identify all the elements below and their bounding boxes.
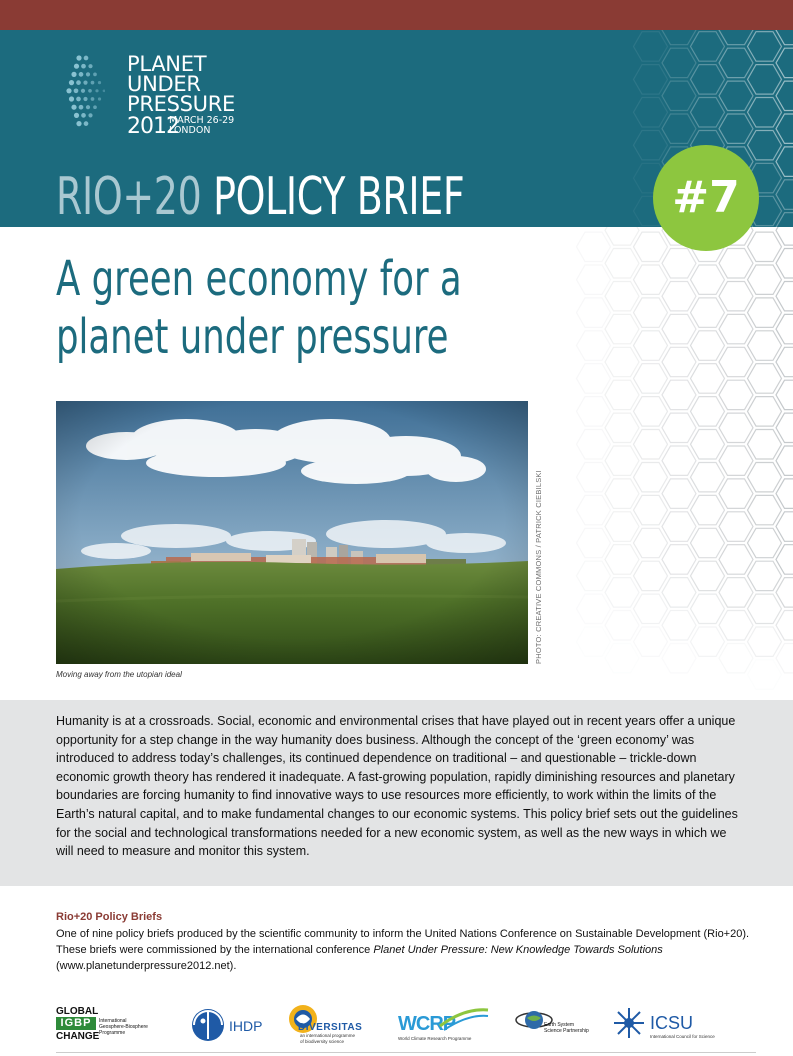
logo-dot	[74, 113, 79, 118]
hexagon-shape	[662, 446, 696, 475]
photo-credit: PHOTO: CREATIVE COMMONS / PATRICK CIEBILSKI	[534, 470, 543, 664]
logo-dot	[84, 56, 89, 61]
hexagon-shape	[662, 347, 696, 376]
hexagon-shape	[605, 611, 639, 641]
igbp-subtitle	[99, 1018, 148, 1036]
hexagon-shape	[634, 364, 668, 394]
igbp-sub-2: Geosphere-Biosphere	[99, 1024, 148, 1030]
logo-line-planet: PLANET	[127, 52, 207, 76]
logo-dot	[84, 121, 89, 126]
logo-dot	[95, 89, 98, 92]
hexagon-shape	[748, 594, 782, 623]
hexagon-shape	[662, 249, 696, 279]
logo-dot	[81, 64, 86, 69]
hexagon-shape	[776, 114, 793, 143]
hexagon-shape	[605, 446, 639, 475]
hexagon-shape	[748, 298, 782, 328]
hexagon-shape	[662, 282, 696, 311]
hexagon-shape	[776, 314, 793, 343]
logo-year: 2012	[127, 114, 179, 139]
logo-dot	[76, 121, 81, 126]
hexagon-shape	[662, 413, 696, 442]
hexagon-shape	[776, 413, 793, 442]
hexagon-shape	[719, 48, 753, 77]
hexagon-shape	[691, 298, 725, 328]
wcrp-swoosh-icon	[438, 1006, 490, 1032]
logo-date-dates: MARCH 26-29	[169, 115, 235, 126]
hexagon-shape	[776, 347, 793, 376]
info-text-part-1: One of nine policy briefs produced by the scientific community to inform the United Nations Conference on Sustainable Development (Rio+20). These briefs were commissioned by the international conference	[56, 928, 750, 956]
hexagon-shape	[776, 545, 793, 575]
hexagon-shape	[719, 644, 753, 673]
igbp-logo	[56, 1000, 156, 1050]
hexagon-shape	[577, 397, 611, 427]
hexagon-shape	[748, 397, 782, 427]
hexagon-shape	[691, 397, 725, 427]
hexagon-shape	[691, 495, 725, 524]
brief-number-badge: #7	[653, 145, 759, 251]
hexagon-shape	[605, 479, 639, 509]
essp-line-1: Earth System	[544, 1022, 575, 1028]
logo-line-under: UNDER	[127, 72, 201, 96]
hexagon-shape	[691, 594, 725, 623]
logo-dot	[76, 80, 81, 85]
logo-dot	[86, 72, 90, 76]
hexagon-shape	[748, 32, 782, 62]
hexagon-shape	[605, 282, 639, 311]
landscape-photo-illustration	[56, 401, 528, 664]
hexagon-shape	[719, 446, 753, 475]
logo-date	[169, 116, 234, 136]
hexagon-shape	[719, 114, 753, 143]
hexagon-shape	[605, 347, 639, 376]
hexagon-shape	[662, 644, 696, 673]
hexagon-shape	[691, 98, 725, 128]
hexagon-shape	[776, 30, 793, 45]
igbp-wordmark: IGBP	[56, 1017, 96, 1030]
hexagon-shape	[776, 446, 793, 475]
hexagon-shape	[634, 594, 668, 623]
logo-dot	[91, 97, 95, 101]
hexagon-shape	[577, 561, 611, 590]
hexagon-shape	[577, 430, 611, 460]
hexagon-shape	[776, 249, 793, 279]
hexagon-shape	[634, 265, 668, 294]
icsu-subtitle: International Council for Science	[650, 1034, 715, 1039]
hexagon-shape	[691, 463, 725, 492]
hexagon-shape	[605, 314, 639, 343]
hexagon-shape	[719, 512, 753, 542]
hexagon-shape	[719, 282, 753, 311]
hexagon-shape	[748, 131, 782, 160]
hexagon-shape	[719, 545, 753, 575]
hexagon-shape	[605, 413, 639, 442]
logo-dot	[103, 89, 105, 92]
hexagon-shape	[776, 48, 793, 77]
hexagon-shape	[719, 314, 753, 343]
footer-divider	[56, 1052, 756, 1053]
logo-dot	[71, 72, 76, 77]
hexagon-shape	[691, 430, 725, 460]
hexagon-shape	[748, 528, 782, 557]
logo-dot	[71, 105, 76, 110]
hexagon-shape	[691, 561, 725, 590]
hexagon-shape	[577, 463, 611, 492]
hexagon-shape	[748, 265, 782, 294]
essp-subtitle	[544, 1022, 589, 1034]
info-text-conference-name: Planet Under Pressure: New Knowledge Towards Solutions	[373, 944, 663, 956]
hexagon-shape	[634, 298, 668, 328]
hexagon-shape	[634, 65, 668, 95]
igbp-sub-3: Programme	[99, 1030, 126, 1036]
hexagon-shape	[748, 660, 782, 690]
hexagon-shape	[691, 32, 725, 62]
hexagon-shape	[605, 380, 639, 409]
hexagon-shape	[776, 644, 793, 673]
logo-dot	[88, 113, 92, 117]
hexagon-shape	[719, 413, 753, 442]
summary-box	[0, 700, 793, 886]
hexagon-shape	[577, 232, 611, 261]
logo-dot	[83, 81, 87, 85]
hexagon-shape	[605, 578, 639, 608]
hexagon-shape	[691, 65, 725, 95]
logo-date-city: LONDON	[169, 125, 211, 136]
igbp-change: CHANGE	[56, 1031, 100, 1042]
hexagon-shape	[776, 180, 793, 210]
hexagon-shape	[691, 528, 725, 557]
hexagon-shape	[719, 479, 753, 509]
icsu-star-icon	[612, 1006, 646, 1040]
hexagon-shape	[748, 463, 782, 492]
hexagon-shape	[719, 30, 753, 45]
hexagon-shape	[748, 98, 782, 128]
top-color-bar	[0, 0, 793, 30]
hexagon-shape	[748, 364, 782, 394]
hexagon-shape	[577, 331, 611, 361]
hexagon-shape	[776, 479, 793, 509]
photo-caption: Moving away from the utopian ideal	[56, 670, 182, 679]
hexagon-shape	[691, 364, 725, 394]
logo-dot	[88, 64, 92, 68]
hexagon-shape	[776, 380, 793, 409]
hexagon-shape	[634, 561, 668, 590]
hexagon-shape	[748, 65, 782, 95]
hexagon-shape	[605, 644, 639, 673]
logo-dot	[98, 81, 101, 84]
diversitas-sub-1: an international programme	[300, 1033, 356, 1038]
series-prefix: RIO+20	[56, 167, 202, 227]
hexagon-shape	[748, 495, 782, 524]
policy-brief-series-title	[56, 162, 464, 227]
logo-dot	[98, 97, 101, 100]
partner-logos	[56, 1000, 756, 1050]
hexagon-shape	[634, 331, 668, 361]
summary-text: Humanity is at a crossroads. Social, economic and environmental crises that have played out in recent years offer a unique opportunity for a step change in the way humanity does business. Although the concept of the ‘green economy’ was introduced to address today’s challenges, its continued dependence on traditional – and questionable – trickle-down economic growth theory has rendered it inadequate. A fast-growing population, rapidly diminishing resources and planetary boundaries are forcing humanity to find innovative ways to use resources more efficiently, to work within the limits of the Earth’s natural capital, and to make fundamental changes to our economic systems. This policy brief sets out the guidelines for the social and technological transformations needed for a new economic system, as well as the new ways in which we will need to measure and monitor this system.	[56, 714, 738, 859]
hexagon-shape	[662, 30, 696, 45]
igbp-global: GLOBAL	[56, 1006, 99, 1017]
hexagon-shape	[776, 578, 793, 608]
logo-dot	[69, 80, 74, 85]
hexagon-shape	[634, 430, 668, 460]
hexagon-shape	[662, 81, 696, 110]
ihdp-wordmark: IHDP	[229, 1018, 263, 1034]
hexagon-shape	[662, 578, 696, 608]
hexagon-shape	[605, 545, 639, 575]
hexagon-shape	[691, 265, 725, 294]
hexagon-shape	[776, 213, 793, 227]
wcrp-wordmark: WCRP	[398, 1013, 456, 1035]
hexagon-shape	[691, 331, 725, 361]
logo-dot	[69, 96, 74, 101]
wcrp-subtitle: World Climate Research Programme	[398, 1036, 472, 1041]
hexagon-shape	[577, 594, 611, 623]
hexagon-shape	[634, 463, 668, 492]
hexagon-shape	[776, 512, 793, 542]
title-line-1: A green economy for a	[56, 251, 462, 307]
hexagon-shape	[748, 627, 782, 656]
hexagon-shape	[577, 495, 611, 524]
diversitas-subtitle	[300, 1033, 355, 1044]
logo-dot	[74, 64, 79, 69]
hexagon-shape	[662, 48, 696, 77]
essp-logo	[514, 1000, 614, 1050]
hexagon-shape	[634, 131, 668, 160]
ihdp-globe-icon	[191, 1008, 225, 1042]
hexagon-shape	[719, 347, 753, 376]
logo-line-pressure: PRESSURE	[127, 92, 236, 116]
logo-dot	[86, 105, 90, 109]
logo-dot	[76, 55, 81, 60]
diversitas-logo	[288, 1000, 388, 1050]
hexagon-shape	[748, 232, 782, 261]
logo-dot	[83, 97, 87, 101]
info-text-part-2: (www.planetunderpressure2012.net).	[56, 960, 237, 972]
hexagon-shape	[719, 249, 753, 279]
logo-dot	[91, 81, 95, 85]
hexagon-shape	[662, 380, 696, 409]
hexagon-shape	[776, 81, 793, 110]
hexagon-shape	[719, 611, 753, 641]
hexagon-shape	[577, 627, 611, 656]
landscape-photo	[56, 401, 528, 664]
essp-line-2: Science Partnership	[544, 1028, 589, 1034]
page-title	[56, 250, 462, 366]
hexagon-shape	[662, 314, 696, 343]
hexagon-shape	[662, 512, 696, 542]
hexagon-shape	[577, 265, 611, 294]
hexagon-shape	[719, 578, 753, 608]
hexagon-shape	[577, 298, 611, 328]
icsu-wordmark: ICSU	[650, 1013, 694, 1033]
hexagon-shape	[719, 380, 753, 409]
logo-dot	[79, 105, 84, 110]
hexagon-shape	[634, 32, 668, 62]
info-paragraph	[56, 926, 756, 974]
hexagon-shape	[748, 561, 782, 590]
igbp-sub-1: International	[99, 1018, 127, 1024]
hexagon-shape	[719, 81, 753, 110]
hexagon-shape	[776, 147, 793, 177]
hexagon-shape	[577, 364, 611, 394]
hexagon-shape	[662, 611, 696, 641]
logo-dot	[88, 89, 92, 93]
icsu-logo	[612, 1000, 732, 1050]
logo-dot	[93, 105, 97, 109]
hexagon-shape	[634, 627, 668, 656]
wcrp-logo	[398, 1000, 498, 1050]
hexagon-shape	[634, 528, 668, 557]
info-heading: Rio+20 Policy Briefs	[56, 911, 163, 923]
logo-dot	[81, 89, 85, 93]
hexagon-shape	[662, 114, 696, 143]
hexagon-shape	[634, 397, 668, 427]
hexagon-shape	[605, 512, 639, 542]
ihdp-logo	[191, 1000, 271, 1050]
diversitas-wordmark: DIVERSITAS	[298, 1022, 363, 1033]
hexagon-shape	[691, 627, 725, 656]
hexagon-shape	[605, 249, 639, 279]
logo-dot	[93, 73, 97, 77]
hexagon-shape	[634, 98, 668, 128]
logo-dot	[81, 113, 86, 118]
logo-dot	[76, 97, 81, 102]
series-title: POLICY BRIEF	[213, 167, 465, 227]
diversitas-sub-2: of biodiversity science	[300, 1038, 345, 1044]
hexagon-shape	[634, 495, 668, 524]
planet-under-pressure-logo-icon	[55, 52, 105, 130]
hexagon-shape	[577, 528, 611, 557]
logo-wordmark	[127, 54, 235, 114]
logo-dot	[74, 88, 79, 93]
hexagon-shape	[776, 282, 793, 311]
hexagon-shape	[748, 430, 782, 460]
hexagon-shape	[748, 331, 782, 361]
logo-dot	[66, 88, 71, 93]
hexagon-shape	[662, 545, 696, 575]
logo-dot	[79, 72, 84, 77]
hexagon-shape	[662, 479, 696, 509]
hexagon-shape	[776, 611, 793, 641]
title-line-2: planet under pressure	[56, 309, 449, 365]
hexagon-shape	[634, 232, 668, 261]
